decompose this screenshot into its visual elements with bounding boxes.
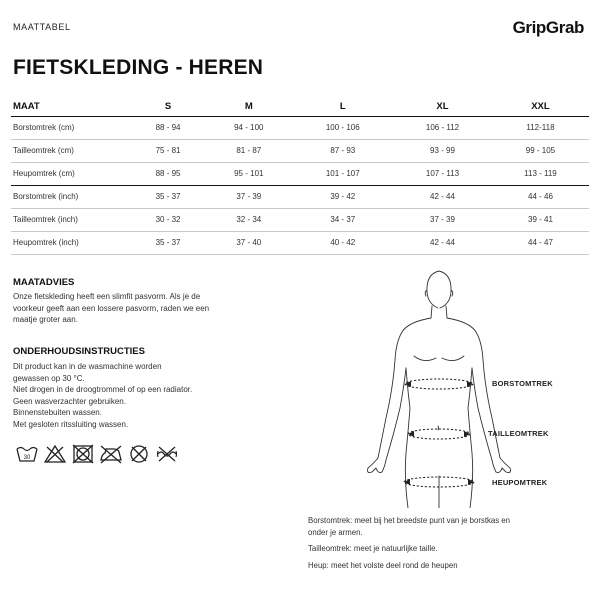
table-cell: 81 - 87: [205, 139, 292, 162]
table-cell: 30 - 32: [131, 208, 205, 231]
waist-measure-line: [408, 429, 470, 439]
doc-label: MAATTABEL: [13, 22, 71, 32]
table-cell: 35 - 37: [131, 185, 205, 208]
care-text: [13, 361, 192, 430]
body-figure: [338, 268, 558, 513]
care-heading: ONDERHOUDSINSTRUCTIES: [13, 346, 145, 357]
row-label: Tailleomtrek (cm): [11, 139, 131, 162]
chest-definition: [308, 515, 510, 538]
care-line: Dit product kan in de wasmachine worden: [13, 362, 162, 371]
table-cell: 107 - 113: [393, 162, 492, 185]
row-label: Borstomtrek (inch): [11, 185, 131, 208]
table-cell: 101 - 107: [292, 162, 393, 185]
table-cell: 39 - 41: [492, 208, 589, 231]
column-header: M: [205, 97, 292, 116]
no-bleach-icon: [43, 444, 67, 464]
column-header: XL: [393, 97, 492, 116]
hip-definition: Heup: meet het volste deel rond de heupen: [308, 561, 458, 570]
table-cell: 88 - 94: [131, 116, 205, 139]
waist-definition: Tailleomtrek: meet je natuurlijke taille.: [308, 544, 438, 553]
definition-line: Borstomtrek: meet bij het breedste punt van je borstkas en: [308, 516, 510, 525]
care-symbols: [15, 444, 179, 464]
wash-temp-label: 30: [23, 455, 31, 461]
column-header: L: [292, 97, 393, 116]
row-label: Heupomtrek (cm): [11, 162, 131, 185]
table-cell: 44 - 46: [492, 185, 589, 208]
row-label: Heupomtrek (inch): [11, 231, 131, 254]
table-row: [11, 139, 589, 162]
no-wring-icon: [155, 444, 179, 464]
hip-label: HEUPOMTREK: [492, 478, 548, 487]
no-iron-icon: [99, 444, 123, 464]
table-cell: 75 - 81: [131, 139, 205, 162]
brand-logo: GripGrab: [512, 18, 584, 37]
advice-text: [13, 291, 209, 326]
table-cell: 32 - 34: [205, 208, 292, 231]
column-header: XXL: [492, 97, 589, 116]
care-line: Binnenstebuiten wassen.: [13, 408, 102, 417]
table-row: [11, 231, 589, 254]
table-cell: 34 - 37: [292, 208, 393, 231]
care-line: Geen wasverzachter gebruiken.: [13, 396, 126, 406]
table-cell: 37 - 39: [393, 208, 492, 231]
advice-line: maatje groter aan.: [13, 315, 78, 324]
size-table: [11, 97, 589, 255]
advice-line: Onze fietskleding heeft een slimfit pasvorm. Als je de: [13, 292, 201, 301]
table-row: [11, 116, 589, 139]
table-row: [11, 208, 589, 231]
table-cell: 42 - 44: [393, 185, 492, 208]
table-cell: 106 - 112: [393, 116, 492, 139]
table-cell: 87 - 93: [292, 139, 393, 162]
body-outline-illustration: [338, 268, 558, 508]
table-cell: 42 - 44: [393, 231, 492, 254]
table-cell: 100 - 106: [292, 116, 393, 139]
table-cell: 112-118: [492, 116, 589, 139]
advice-heading: MAATADVIES: [13, 277, 75, 288]
table-header-row: [11, 97, 589, 116]
table-cell: 94 - 100: [205, 116, 292, 139]
no-tumble-dry-icon: [71, 444, 95, 464]
table-cell: 99 - 105: [492, 139, 589, 162]
table-cell: 44 - 47: [492, 231, 589, 254]
table-row: [11, 185, 589, 208]
table-cell: 95 - 101: [205, 162, 292, 185]
advice-line: voorkeur geeft aan een lossere pasvorm, raden we een: [13, 303, 210, 313]
waist-label: TAILLEOMTREK: [488, 429, 549, 438]
no-dry-clean-icon: [127, 444, 151, 464]
table-cell: 113 - 119: [492, 162, 589, 185]
table-row: [11, 162, 589, 185]
table-cell: 39 - 42: [292, 185, 393, 208]
table-cell: 88 - 95: [131, 162, 205, 185]
page-title: FIETSKLEDING - HEREN: [13, 56, 264, 79]
chest-label: BORSTOMTREK: [492, 379, 553, 388]
table-cell: 93 - 99: [393, 139, 492, 162]
care-line: Met gesloten ritssluiting wassen.: [13, 419, 129, 429]
table-cell: 37 - 39: [205, 185, 292, 208]
table-cell: 40 - 42: [292, 231, 393, 254]
wash-30-icon: [15, 444, 39, 464]
definition-line: onder je armen.: [308, 527, 363, 537]
chest-measure-line: [405, 379, 473, 389]
table-cell: 35 - 37: [131, 231, 205, 254]
row-label: Borstomtrek (cm): [11, 116, 131, 139]
column-header: MAAT: [11, 97, 131, 116]
table-cell: 37 - 40: [205, 231, 292, 254]
row-label: Tailleomtrek (inch): [11, 208, 131, 231]
care-line: Niet drogen in de droogtrommel of op een radiator.: [13, 385, 193, 394]
column-header: S: [131, 97, 205, 116]
care-line: gewassen op 30 °C.: [13, 373, 85, 383]
